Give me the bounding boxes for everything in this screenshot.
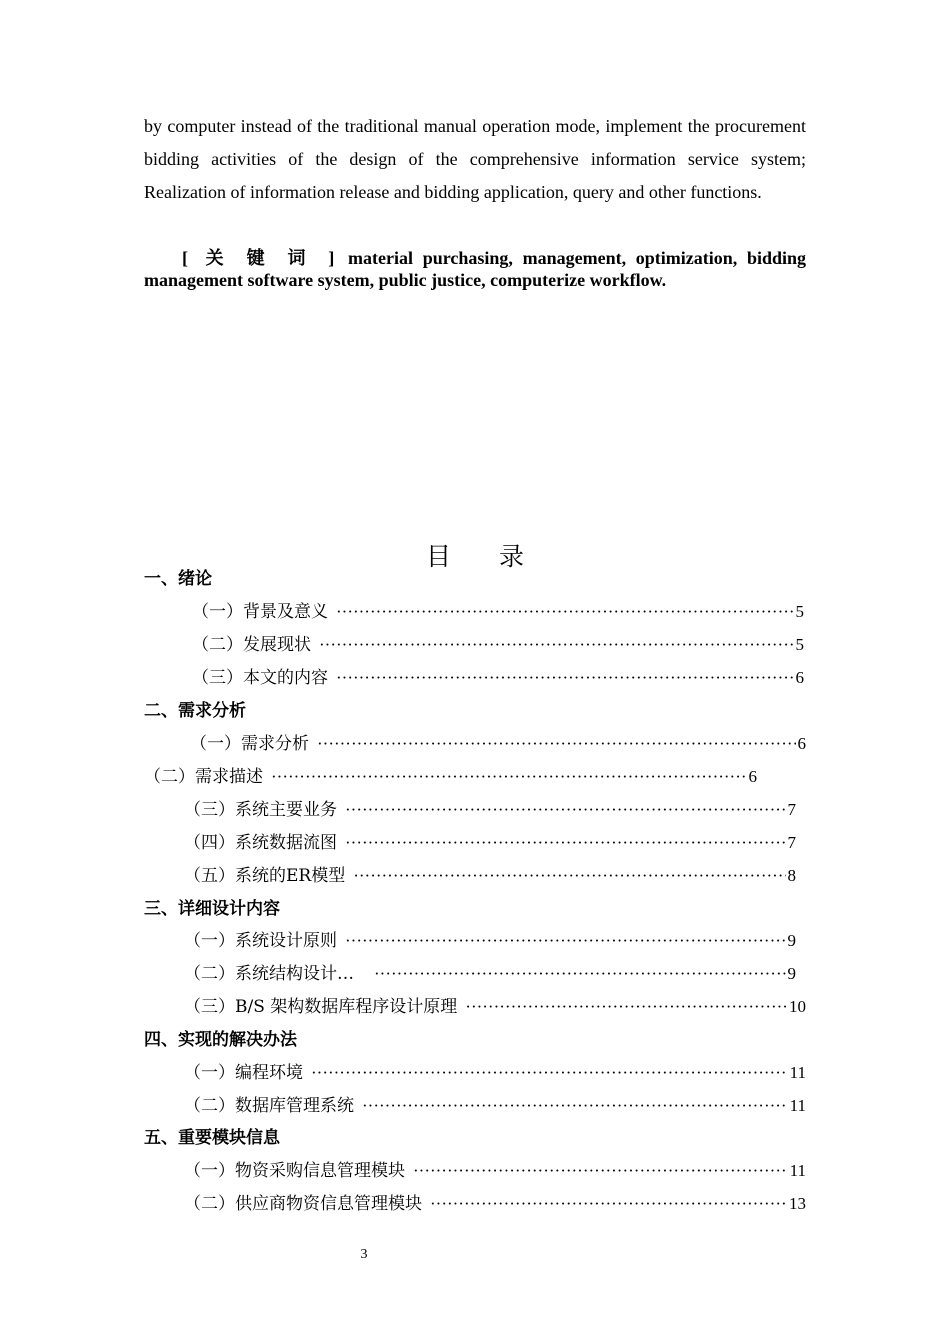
toc-entry-label: （三）系统主要业务 xyxy=(184,800,337,820)
toc-entry-page: 9 xyxy=(787,964,796,983)
toc-entry[interactable] xyxy=(184,1094,806,1118)
toc-entry-label: （一）需求分析 xyxy=(190,734,309,754)
toc-entry-page: 7 xyxy=(787,833,796,852)
keywords-label: [ 关 键 词 ] xyxy=(182,248,339,268)
toc-entry-page: 11 xyxy=(789,1096,806,1115)
toc-leader-dots xyxy=(311,1061,788,1085)
toc-title xyxy=(0,537,950,573)
toc-entry-page: 11 xyxy=(789,1161,806,1180)
toc-leader-dots xyxy=(362,1094,788,1118)
toc-entry-label: （一）系统设计原则 xyxy=(184,931,337,951)
toc-entry-page: 11 xyxy=(789,1063,806,1082)
toc-title-char-1: 目 xyxy=(425,542,451,571)
toc-entry-label: （一）编程环境 xyxy=(184,1063,303,1083)
abstract-paragraph: by computer instead of the traditional manual operation mode, implement the procurement bidding activities of the design of the comprehensive information service system; Realization of information release and bidding application, query and other functions. xyxy=(144,116,806,202)
toc-entry[interactable] xyxy=(184,1192,806,1216)
toc-entry-page: 10 xyxy=(789,997,806,1016)
toc-entry-page: 6 xyxy=(748,767,757,786)
toc-leader-dots xyxy=(336,666,794,690)
keywords-text: material purchasing, management, optimization, bidding management software system, public justice, computerize workflow. xyxy=(144,248,806,290)
keywords-line xyxy=(144,247,806,291)
toc-entry-page: 6 xyxy=(797,734,806,753)
toc-entry-label: （二）数据库管理系统 xyxy=(184,1096,354,1116)
toc-entry[interactable] xyxy=(184,1061,806,1085)
toc-entry-page: 13 xyxy=(789,1194,806,1213)
toc-leader-dots xyxy=(317,732,796,756)
toc-entry-label: （三）本文的内容 xyxy=(192,668,328,688)
toc-entry[interactable] xyxy=(190,732,806,756)
toc-entry-label: （一）背景及意义 xyxy=(192,602,328,622)
toc-entry-label: （二）需求描述 xyxy=(144,767,263,787)
toc-entry[interactable] xyxy=(184,995,806,1019)
toc-entry-page: 9 xyxy=(787,931,796,950)
toc-entry-label: （二）供应商物资信息管理模块 xyxy=(184,1194,422,1214)
toc-entry-label: （三）B/S 架构数据库程序设计原理 xyxy=(184,997,458,1017)
toc-entry[interactable] xyxy=(184,929,796,953)
toc-entry-label: （二）系统结构设计… xyxy=(184,964,354,984)
toc-leader-dots xyxy=(345,831,786,855)
toc-leader-dots xyxy=(345,929,786,953)
toc-leader-dots xyxy=(319,633,794,657)
toc-leader-dots xyxy=(353,864,785,888)
toc-leader-dots xyxy=(430,1192,787,1216)
toc-entry-label: （五）系统的ER模型 xyxy=(184,866,346,886)
toc-entry[interactable] xyxy=(192,666,804,690)
toc-entry-label: （四）系统数据流图 xyxy=(184,833,337,853)
toc-entry-page: 5 xyxy=(795,602,804,621)
toc-entry-label: （二）发展现状 xyxy=(192,635,311,655)
toc-leader-dots xyxy=(465,995,787,1019)
toc-entry-page: 6 xyxy=(795,668,804,687)
toc-leader-dots xyxy=(345,798,786,822)
page-number: 3 xyxy=(360,1247,368,1262)
toc-section-4[interactable]: 四、实现的解决办法 xyxy=(144,1030,297,1050)
toc-entry[interactable] xyxy=(144,765,757,789)
toc-leader-dots xyxy=(336,600,794,624)
toc-section-1[interactable]: 一、绪论 xyxy=(144,569,212,589)
toc-section-3[interactable]: 三、详细设计内容 xyxy=(144,899,280,919)
toc-entry[interactable] xyxy=(192,600,804,624)
toc-entry[interactable] xyxy=(184,962,796,986)
toc-entry[interactable] xyxy=(184,864,796,888)
toc-entry[interactable] xyxy=(184,831,796,855)
toc-entry-page: 8 xyxy=(787,866,796,885)
toc-title-char-2: 录 xyxy=(499,542,525,571)
toc-entry[interactable] xyxy=(192,633,804,657)
toc-section-2[interactable]: 二、需求分析 xyxy=(144,701,246,721)
toc-leader-dots xyxy=(374,962,786,986)
toc-section-5[interactable]: 五、重要模块信息 xyxy=(144,1128,280,1148)
toc-entry-page: 7 xyxy=(787,800,796,819)
toc-entry[interactable] xyxy=(184,798,796,822)
toc-entry-page: 5 xyxy=(795,635,804,654)
toc-leader-dots xyxy=(271,765,747,789)
toc-leader-dots xyxy=(413,1159,788,1183)
toc-entry[interactable] xyxy=(184,1159,806,1183)
toc-entry-label: （一）物资采购信息管理模块 xyxy=(184,1161,405,1181)
